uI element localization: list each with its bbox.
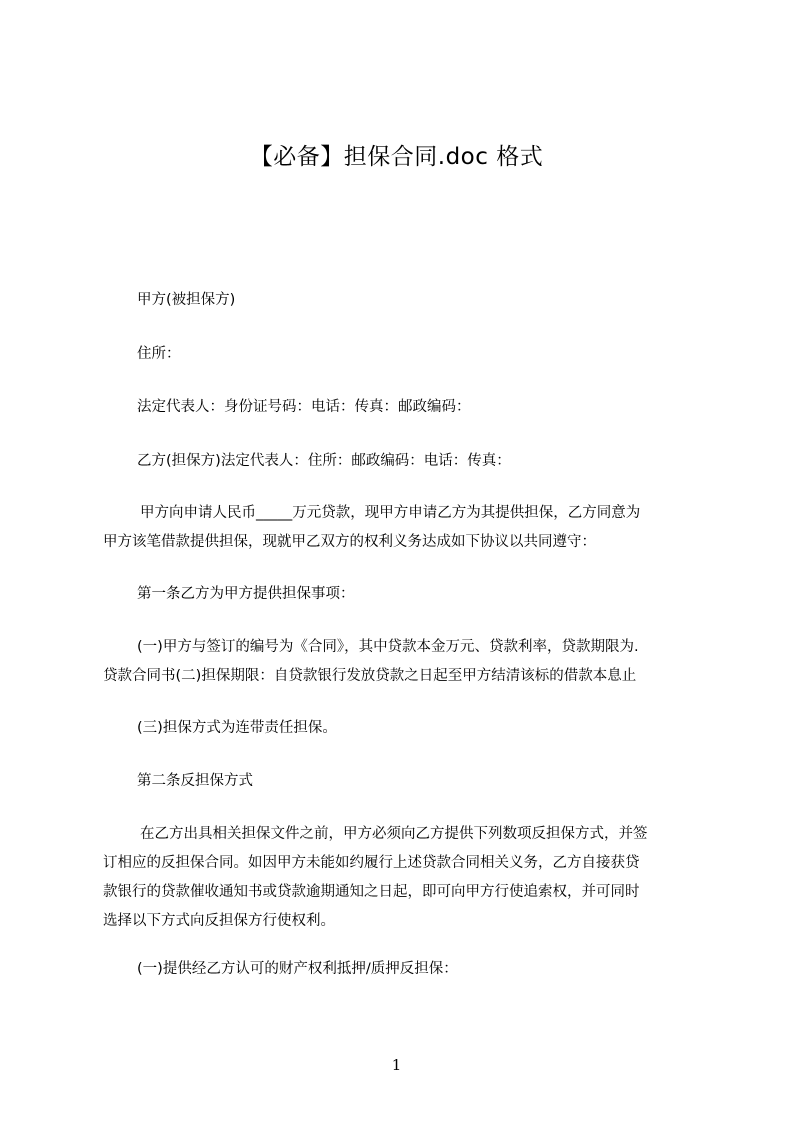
address-label: 住所： [137,346,181,362]
article-2-heading: 第二条反担保方式 [137,773,253,789]
intro-line: 甲方该笔借款提供担保，现就甲乙双方的权利义务达成如下协议以共同遵守： [103,534,596,550]
party-b-details: 乙方(担保方)法定代表人：住所：邮政编码：电话：传真： [137,453,511,469]
article-1-line: 贷款合同书(二)担保期限：自贷款银行发放贷款之日起至甲方结清该标的借款本息止 [103,668,637,684]
article-2-line: 选择以下方式向反担保方行使权利。 [103,913,335,929]
intro-paragraph [103,499,703,557]
intro-line: 甲方向申请人民币_____万元贷款，现甲方申请乙方为其提供担保，乙方同意为 [140,505,641,521]
article-2-line: 款银行的贷款催收通知书或贷款逾期通知之日起，即可向甲方行使追索权，并可同时 [103,884,640,900]
article-1-heading: 第一条乙方为甲方提供担保事项： [137,586,355,602]
party-a-label: 甲方(被担保方) [137,292,236,308]
article-2-line: 在乙方出具相关担保文件之前，甲方必须向乙方提供下列数项反担保方式，并签 [140,826,648,842]
article-1-line: (一)甲方与签订的编号为《合同》，其中贷款本金万元、贷款利率，贷款期限为. [137,639,639,655]
document-title: 【必备】担保合同.doc 格式 [249,144,544,170]
page-number: 1 [391,1056,402,1074]
article-2-item-1: (一)提供经乙方认可的财产权利抵押/质押反担保： [137,961,458,977]
party-a-details: 法定代表人：身份证号码：电话：传真：邮政编码： [137,399,471,415]
article-1-paragraph [103,633,703,691]
article-1-item-3: (三)担保方式为连带责任担保。 [137,720,337,736]
article-2-line: 订相应的反担保合同。如因甲方未能如约履行上述贷款合同相关义务，乙方自接获贷 [103,855,640,871]
article-2-paragraph [103,820,703,936]
